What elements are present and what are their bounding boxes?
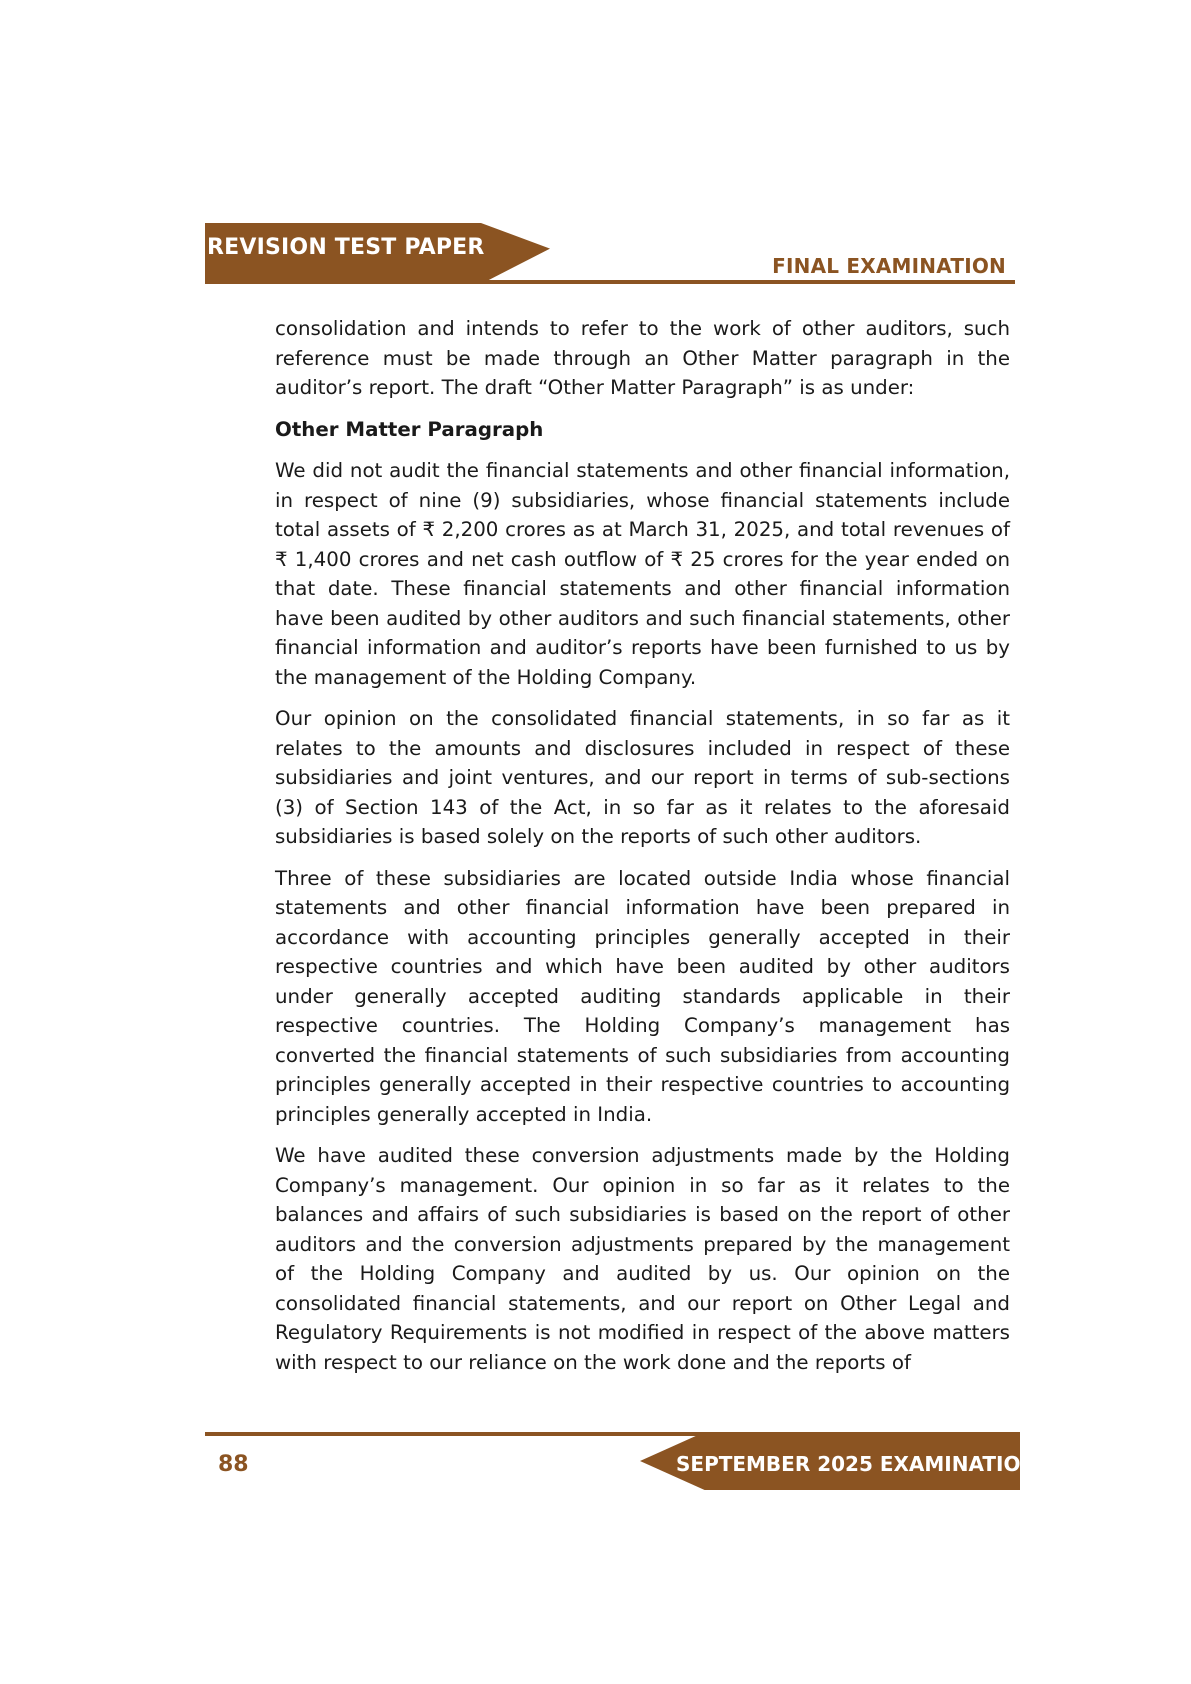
section-heading: Other Matter Paragraph bbox=[275, 417, 544, 441]
footer-exam-label: SEPTEMBER 2025 EXAMINATION bbox=[676, 1452, 1038, 1476]
paragraph-1: We did not audit the financial statements and other financial information, in respect of nine (9) subsidiaries, whose financial statements include total assets of ₹ 2,200 crores as at March 31, 2025, and total revenues of ₹ 1,400 crores and net cash outflow of ₹ 25 crores for the year ended on that date. These financial statements and other financial information have been audited by other auditors and such financial statements, other financial information and auditor’s reports have been furnished to us by the management of the Holding Company. bbox=[275, 459, 1010, 689]
page-number: 88 bbox=[218, 1452, 249, 1477]
paragraph-2: Our opinion on the consolidated financial statements, in so far as it relates to the amounts and disclosures included in respect of these subsidiaries and joint ventures, and our report in terms of sub-sections (3) of Section 143 of the Act, in so far as it relates to the aforesaid subsidiaries is based solely on the reports of such other auditors. bbox=[275, 707, 1010, 848]
header-divider bbox=[205, 280, 1015, 284]
intro-paragraph: consolidation and intends to refer to the work of other auditors, such reference must be made through an Other Matter paragraph in the auditor’s report. The draft “Other Matter Paragraph” is as under: bbox=[275, 317, 1010, 399]
paragraph-3: Three of these subsidiaries are located outside India whose financial statements and other financial information have been prepared in accordance with accounting principles generally accepted in their respective countries and which have been audited by other auditors under generally accepted auditing standards applicable in their respective countries. The Holding Company’s management has converted the financial statements of such subsidiaries from accounting principles generally accepted in their respective countries to accounting principles generally accepted in India. bbox=[275, 866, 1010, 1126]
page-body bbox=[275, 314, 1010, 1389]
paragraph-4: We have audited these conversion adjustments made by the Holding Company’s management. Our opinion in so far as it relates to the balances and affairs of such subsidiaries is based on the report of other auditors and the conversion adjustments prepared by the management of the Holding Company and audited by us. Our opinion on the consolidated financial statements, and our report on Other Legal and Regulatory Requirements is not modified in respect of the above matters with respect to our reliance on the work done and the reports of bbox=[275, 1144, 1010, 1374]
header-title: REVISION TEST PAPER bbox=[207, 235, 485, 260]
header-exam-label: FINAL EXAMINATION bbox=[772, 254, 1006, 278]
